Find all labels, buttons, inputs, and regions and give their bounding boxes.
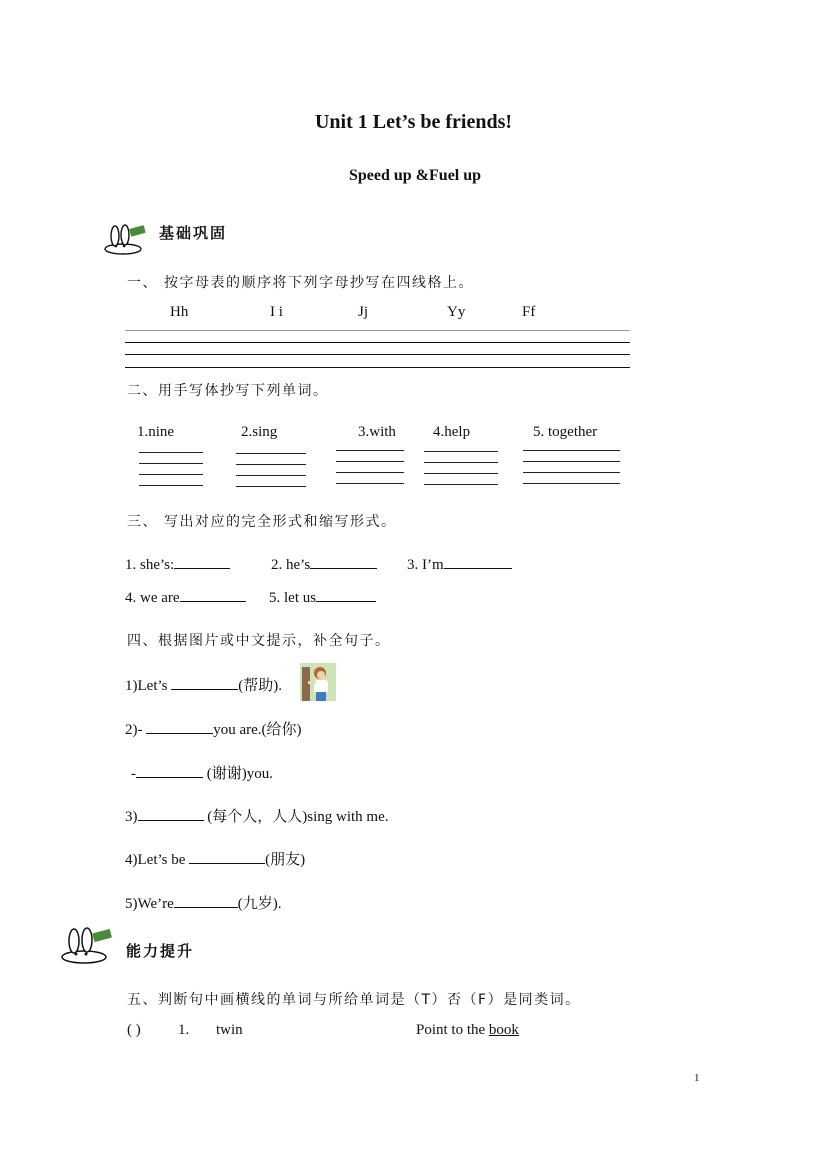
answer-blank[interactable] (174, 893, 238, 908)
q4-sentence: 1)Let’s (帮助). (125, 674, 282, 695)
q5-given-word: twin (216, 1022, 243, 1038)
section-ability-heading: 能力提升 (126, 942, 195, 960)
answer-blank[interactable] (174, 554, 230, 569)
answer-blank[interactable] (180, 587, 246, 602)
word-item: 4.help (433, 424, 471, 440)
underlined-word: book (488, 1022, 519, 1038)
q3-item: 5. let us (269, 587, 376, 607)
bunny-icon (103, 222, 147, 256)
q5-sentence: Point to the book (416, 1022, 519, 1038)
four-line-grid-line (125, 367, 630, 368)
q4-sentence: 5)We’re (九岁). (125, 892, 282, 913)
answer-blank[interactable] (138, 806, 204, 821)
answer-blank[interactable] (310, 554, 377, 569)
q3-item: 3. I’m (407, 554, 512, 574)
letter-item: Hh (170, 304, 189, 320)
q5-number: 1. (178, 1022, 190, 1038)
q5-answer-paren[interactable]: ( ) (127, 1022, 141, 1038)
q4-sentence: 3) (每个人，人人)sing with me. (125, 805, 389, 826)
q3-item: 2. he’s (271, 554, 377, 574)
q4-sentence: 4)Let’s be (朋友) (125, 848, 305, 869)
q5-heading: 五、判断句中画横线的单词与所给单词是（T）否（F）是同类词。 (127, 992, 581, 1008)
answer-blank[interactable] (189, 849, 265, 864)
word-item: 1.nine (137, 424, 175, 440)
answer-blank[interactable] (146, 719, 213, 734)
word-item: 5. together (533, 424, 598, 440)
four-line-grid-line (125, 330, 630, 331)
letter-item: Ff (522, 304, 536, 320)
girl-picture (300, 663, 336, 701)
page-subtitle: Speed up &Fuel up (349, 167, 482, 184)
q4-sentence: 2)- you are.(给你) (125, 718, 302, 739)
q4-sentence: - (谢谢)you. (131, 762, 273, 783)
four-line-grid-line (125, 342, 630, 343)
answer-blank[interactable] (316, 587, 376, 602)
page-number: 1 (694, 1072, 700, 1084)
q3-item: 4. we are (125, 587, 246, 607)
four-line-grid-line (125, 354, 630, 355)
bunny-icon (60, 925, 114, 965)
answer-blank[interactable] (136, 763, 203, 778)
letter-item: Jj (358, 304, 369, 320)
answer-blank[interactable] (171, 675, 238, 690)
q3-heading: 三、 写出对应的完全形式和缩写形式。 (127, 514, 397, 530)
word-item: 3.with (358, 424, 396, 440)
section-basic-heading: 基础巩固 (159, 224, 228, 242)
q2-heading: 二、用手写体抄写下列单词。 (127, 383, 329, 399)
q3-item: 1. she’s: (125, 554, 230, 574)
q4-heading: 四、根据图片或中文提示，补全句子。 (127, 633, 391, 649)
word-item: 2.sing (241, 424, 278, 440)
letter-item: I i (270, 304, 283, 320)
letter-item: Yy (447, 304, 466, 320)
q1-heading: 一、 按字母表的顺序将下列字母抄写在四线格上。 (127, 275, 474, 291)
page-title: Unit 1 Let’s be friends! (314, 111, 513, 133)
answer-blank[interactable] (444, 554, 512, 569)
